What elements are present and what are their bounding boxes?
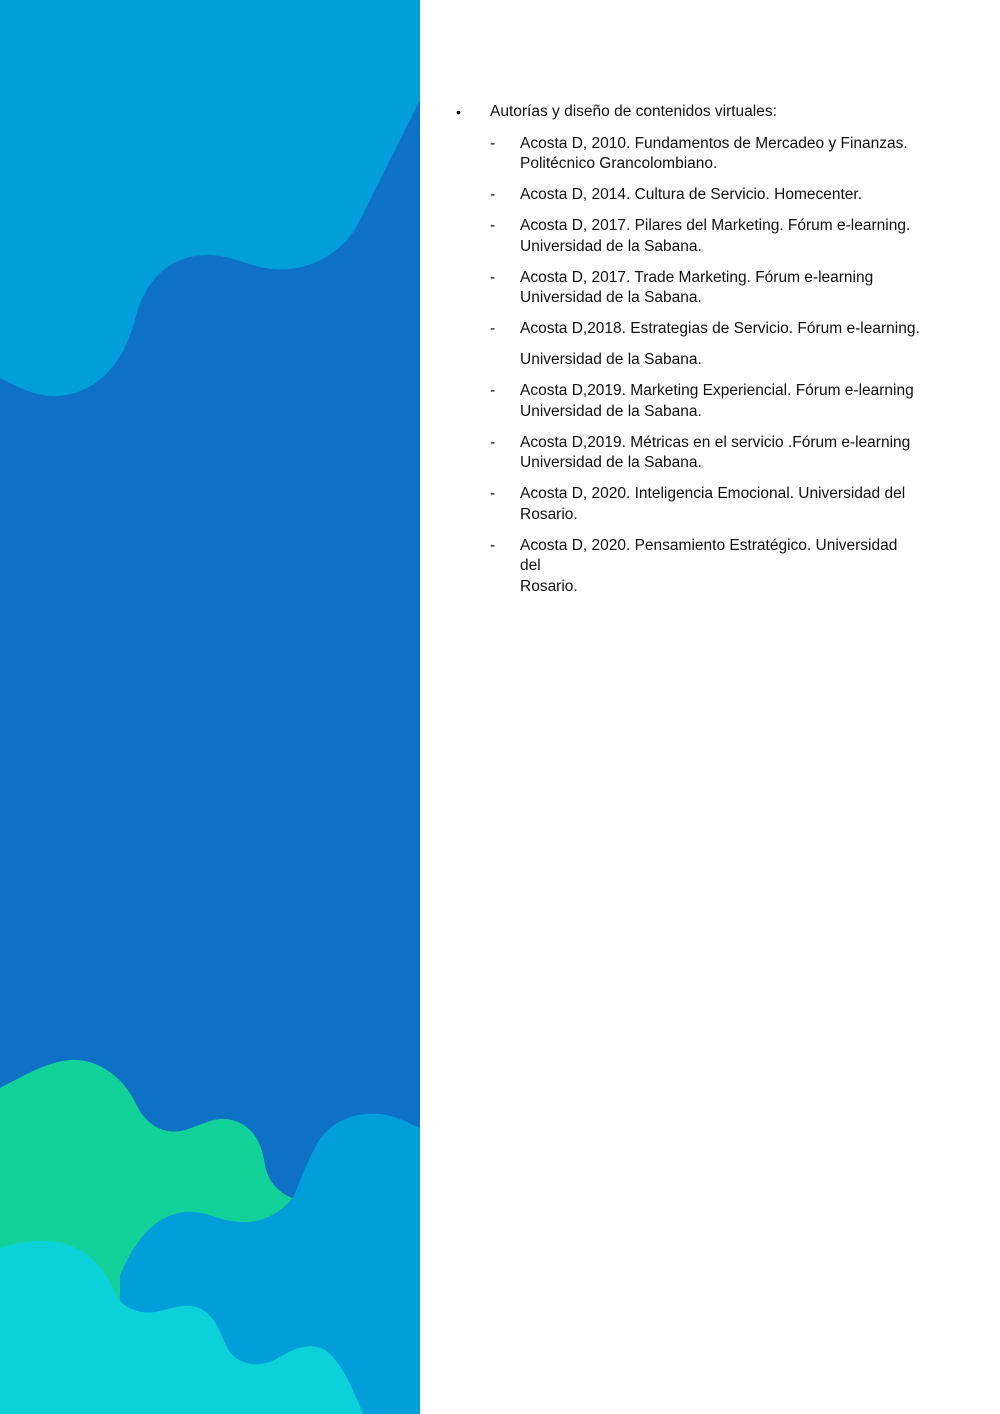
bullet-icon: • <box>456 104 461 120</box>
detached-line: Universidad de la Sabana. <box>520 351 702 368</box>
list-item <box>456 381 956 422</box>
dash-marker: - <box>490 268 496 286</box>
list-item <box>456 319 956 340</box>
list-item-line: Rosario. <box>520 577 578 595</box>
list-item-line: Acosta D, 2020. Inteligencia Emocional. Universidad del <box>520 485 906 502</box>
list-item-line: Acosta D,2018. Estrategias de Servicio. Fórum e-learning. <box>520 320 920 337</box>
list-item <box>456 134 956 175</box>
list-item-line: Politécnico Grancolombiano. <box>520 155 718 172</box>
dash-marker: - <box>490 536 496 554</box>
dash-marker: - <box>490 320 496 337</box>
bullet-item-virtual-content <box>456 102 956 123</box>
publication-list <box>456 134 956 598</box>
list-item-line: Universidad de la Sabana. <box>520 454 702 471</box>
list-item <box>456 484 956 525</box>
list-item-line: Universidad de la Sabana. <box>520 402 702 420</box>
list-item <box>456 216 956 257</box>
list-item <box>456 268 956 309</box>
list-item <box>456 185 956 206</box>
list-item-line: Universidad de la Sabana. <box>520 289 702 306</box>
list-item-line: Acosta D, 2017. Trade Marketing. Fórum e-learning <box>520 268 874 286</box>
dash-marker: - <box>490 382 496 399</box>
list-item <box>456 536 956 598</box>
section-heading: Autorías y diseño de contenidos virtuales: <box>490 103 777 120</box>
list-item <box>456 433 956 474</box>
list-item-line: Acosta D, 2017. Pilares del Marketing. Fórum e-learning. <box>520 217 911 234</box>
list-item-line: Acosta D, 2020. Pensamiento Estratégico. Universidad del <box>520 536 898 574</box>
decorative-side-panel <box>0 0 420 1414</box>
list-item-line: Acosta D, 2014. Cultura de Servicio. Homecenter. <box>520 186 863 203</box>
dash-marker: - <box>490 217 496 234</box>
dash-marker: - <box>490 134 496 152</box>
dash-marker: - <box>490 485 496 502</box>
list-item-line: Universidad de la Sabana. <box>520 237 702 255</box>
publications-content <box>456 102 956 608</box>
list-item-line: Acosta D,2019. Métricas en el servicio .Fórum e-learning <box>520 433 911 451</box>
list-item-line: Rosario. <box>520 505 578 523</box>
list-item-line: Acosta D, 2010. Fundamentos de Mercadeo y Finanzas. <box>520 134 908 152</box>
dash-marker: - <box>490 186 496 203</box>
dash-marker: - <box>490 433 496 451</box>
list-item-line: Acosta D,2019. Marketing Experiencial. Fórum e-learning <box>520 382 914 399</box>
